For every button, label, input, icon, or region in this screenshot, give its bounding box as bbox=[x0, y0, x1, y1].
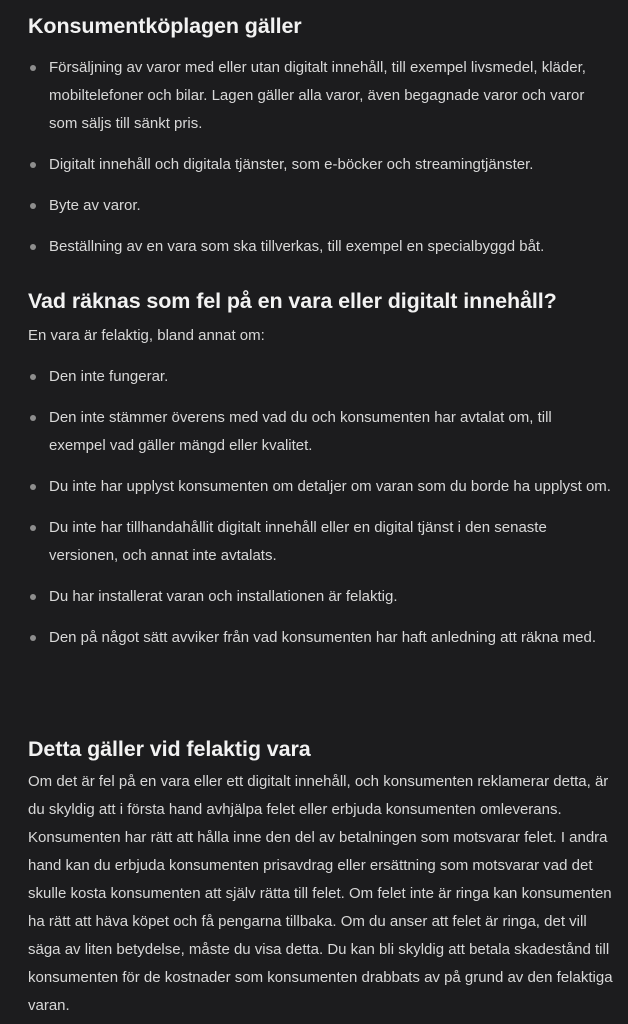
list-item bbox=[28, 363, 616, 391]
list-item-text: Den på något sätt avviker från vad konsumenten har haft anledning att räkna med. bbox=[49, 629, 597, 646]
bullet-icon bbox=[30, 525, 36, 531]
list-item-text: Du har installerat varan och installationen är felaktig. bbox=[49, 588, 398, 605]
list-item-text: Beställning av en vara som ska tillverkas, till exempel en specialbyggd båt. bbox=[49, 238, 545, 255]
bullet-icon bbox=[30, 415, 36, 421]
list-item-text: Den inte stämmer överens med vad du och konsumenten har avtalat om, till exempel vad gäller mängd eller kvalitet. bbox=[49, 409, 552, 454]
bullet-icon bbox=[30, 203, 36, 209]
list-item bbox=[28, 473, 616, 501]
defect-criteria-list bbox=[28, 363, 616, 665]
scope-list bbox=[28, 54, 616, 274]
list-item bbox=[28, 583, 616, 611]
list-item bbox=[28, 624, 609, 652]
bullet-icon bbox=[30, 162, 36, 168]
bullet-icon bbox=[30, 484, 36, 490]
list-item-text: Den inte fungerar. bbox=[49, 368, 169, 385]
list-item-text: Byte av varor. bbox=[49, 197, 141, 214]
bullet-icon bbox=[30, 594, 36, 600]
section-body: Om det är fel på en vara eller ett digitalt innehåll, och konsumenten reklamerar detta, är du skyldig att i första hand avhjälpa felet eller erbjuda konsumenten omleverans. Konsumenten har rätt att hålla inne den del av betalningen som motsvarar felet. I andra hand kan du erbjuda konsumenten prisavdrag eller ersättning som motsvarar vad det skulle kosta konsumenten att själv rätta till felet. Om felet inte är ringa kan konsumenten ha rätt att häva köpet och få pengarna tillbaka. Om du anser att felet är ringa, det vill säga av liten betydelse, måste du visa detta. Du kan bli skyldig att betala skadestånd till konsumenten för de kostnader som konsumenten drabbats av på grund av den felaktiga varan. bbox=[28, 773, 613, 1014]
bullet-icon bbox=[30, 374, 36, 380]
list-item-text: Försäljning av varor med eller utan digitalt innehåll, till exempel livsmedel, kläder, mobiltelefoner och bilar. Lagen gäller alla varor, även begagnade varor och varor som säljs till sänkt pris. bbox=[49, 59, 586, 132]
list-item-text: Digitalt innehåll och digitala tjänster, som e-böcker och streamingtjänster. bbox=[49, 156, 534, 173]
list-item bbox=[28, 404, 599, 460]
section-heading-defect-definition: Vad räknas som fel på en vara eller digitalt innehåll? bbox=[28, 289, 557, 313]
section-heading-consumer-sales-act: Konsumentköplagen gäller bbox=[28, 14, 302, 38]
list-item bbox=[28, 233, 616, 261]
list-item bbox=[28, 514, 614, 570]
section-intro: En vara är felaktig, bland annat om: bbox=[28, 327, 265, 344]
list-item-text: Du inte har upplyst konsumenten om detaljer om varan som du borde ha upplyst om. bbox=[49, 478, 611, 495]
list-item bbox=[28, 151, 616, 179]
bullet-icon bbox=[30, 635, 36, 641]
list-item bbox=[28, 54, 616, 138]
section-heading-defect-remedies: Detta gäller vid felaktig vara bbox=[28, 737, 311, 761]
list-item bbox=[28, 192, 616, 220]
bullet-icon bbox=[30, 65, 36, 71]
bullet-icon bbox=[30, 244, 36, 250]
list-item-text: Du inte har tillhandahållit digitalt innehåll eller en digital tjänst i den senaste versionen, och annat inte avtalats. bbox=[49, 519, 547, 564]
